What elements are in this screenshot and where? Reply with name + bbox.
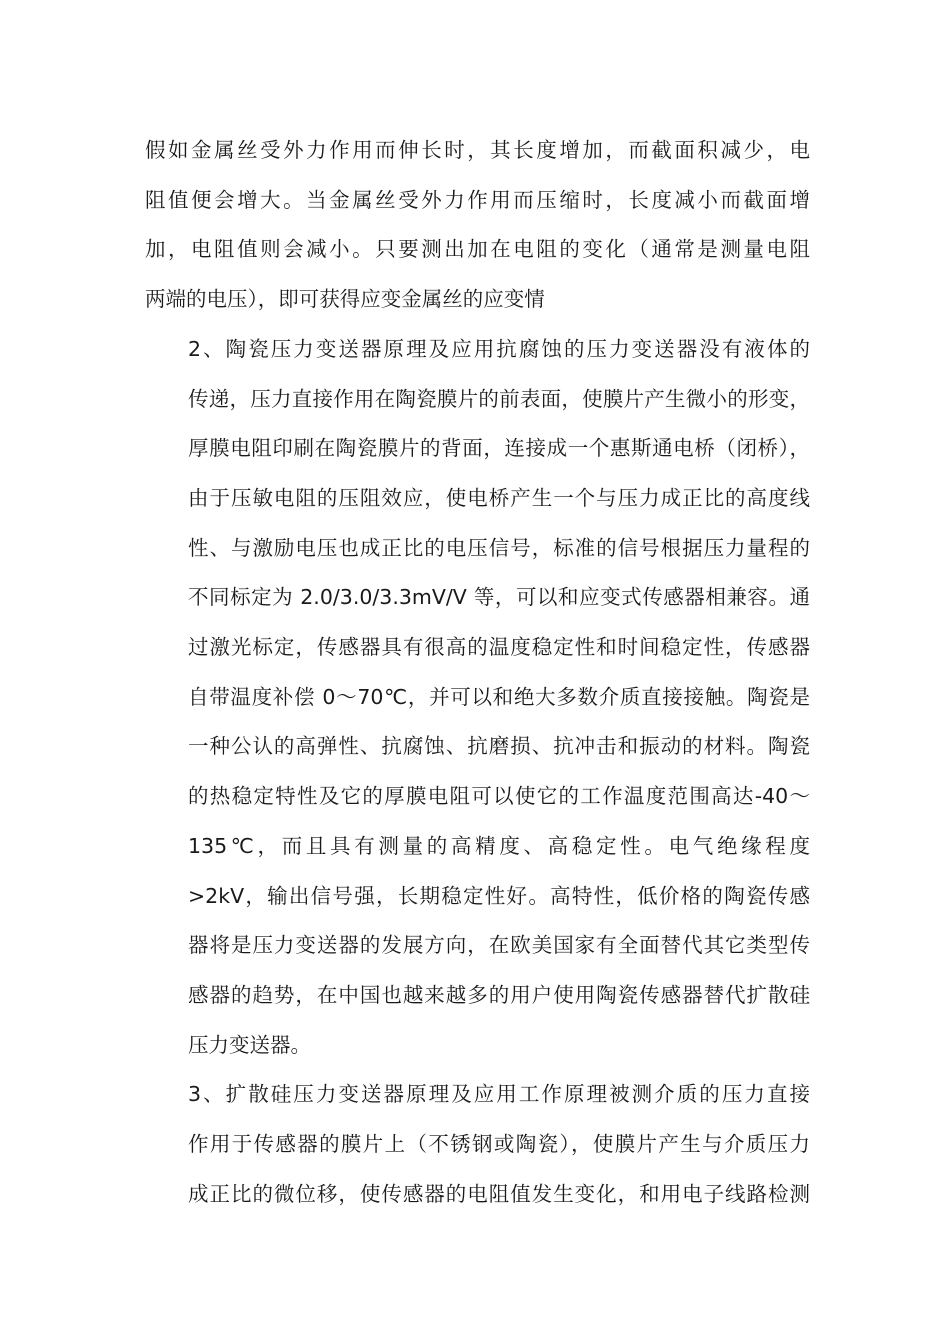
text-line: 加，电阻值则会减小。只要测出加在电阻的变化（通常是测量电阻 xyxy=(145,237,810,262)
text-line: >2kV，输出信号强，长期稳定性好。高特性，低价格的陶瓷传感 xyxy=(188,883,810,908)
text-line: 传递，压力直接作用在陶瓷膜片的前表面，使膜片产生微小的形变， xyxy=(188,386,810,411)
text-line: 压力变送器。 xyxy=(188,1032,311,1057)
text-line: 自带温度补偿 0～70℃，并可以和绝大多数介质直接接触。陶瓷是 xyxy=(188,684,810,709)
paragraph-diffused-silicon-transmitter xyxy=(145,1070,810,1219)
body-text xyxy=(145,126,810,1219)
text-line: 器将是压力变送器的发展方向，在欧美国家有全面替代其它类型传 xyxy=(188,933,810,958)
paragraph-ceramic-transmitter xyxy=(145,325,810,1071)
text-line: 假如金属丝受外力作用而伸长时，其长度增加，而截面积减少，电 xyxy=(145,138,810,162)
text-line: 性、与激励电压也成正比的电压信号，标准的信号根据压力量程的 xyxy=(188,535,810,560)
text-line: 一种公认的高弹性、抗腐蚀、抗磨损、抗冲击和振动的材料。陶瓷 xyxy=(188,734,810,759)
text-line: 过激光标定，传感器具有很高的温度稳定性和时间稳定性，传感器 xyxy=(188,635,810,660)
text-line: 厚膜电阻印刷在陶瓷膜片的背面，连接成一个惠斯通电桥（闭桥）， xyxy=(188,436,810,461)
text-line: 两端的电压），即可获得应变金属丝的应变情 xyxy=(145,287,545,312)
text-line: 不同标定为 2.0/3.0/3.3mV/V 等，可以和应变式传感器相兼容。通 xyxy=(188,585,810,610)
paragraph-strain-gauge xyxy=(145,126,810,325)
text-line: 的热稳定特性及它的厚膜电阻可以使它的工作温度范围高达-40～ xyxy=(188,784,810,809)
text-line: 阻值便会增大。当金属丝受外力作用而压缩时，长度减小而截面增 xyxy=(145,187,810,212)
text-line: 作用于传感器的膜片上（不锈钢或陶瓷），使膜片产生与介质压力 xyxy=(188,1132,810,1157)
text-line: 135℃，而且具有测量的高精度、高稳定性。电气绝缘程度 xyxy=(188,833,810,858)
text-line: 2、陶瓷压力变送器原理及应用抗腐蚀的压力变送器没有液体的 xyxy=(188,336,810,361)
text-line: 由于压敏电阻的压阻效应，使电桥产生一个与压力成正比的高度线 xyxy=(188,485,810,510)
text-line: 3、扩散硅压力变送器原理及应用工作原理被测介质的压力直接 xyxy=(188,1082,810,1107)
text-line: 感器的趋势，在中国也越来越多的用户使用陶瓷传感器替代扩散硅 xyxy=(188,982,810,1007)
text-line: 成正比的微位移，使传感器的电阻值发生变化，和用电子线路检测 xyxy=(188,1181,810,1206)
